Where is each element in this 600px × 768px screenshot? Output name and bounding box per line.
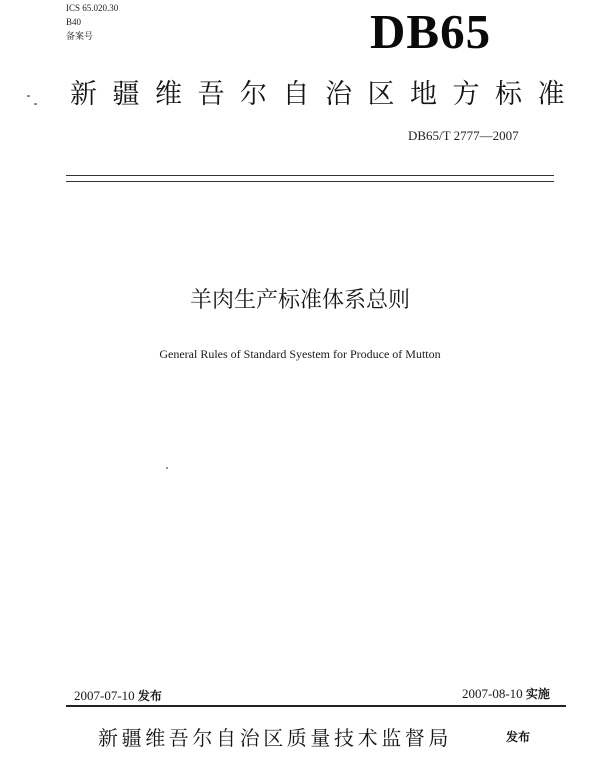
ics-code: ICS 65.020.30	[66, 3, 119, 13]
document-title-cn: 羊肉生产标准体系总则	[189, 288, 410, 313]
scan-speck	[166, 467, 168, 469]
implement-verb: 实施	[525, 687, 550, 701]
issuing-verb: 发布	[506, 730, 531, 744]
record-number-label: 备案号	[66, 31, 94, 41]
scan-speck	[27, 95, 30, 97]
release-verb: 发布	[137, 689, 162, 703]
issuing-authority: 新疆维吾尔自治区质量技术监督局	[98, 726, 452, 750]
standard-kind-heading: 新疆维吾尔自治区地方标准	[70, 79, 580, 110]
release-date-line	[74, 687, 162, 704]
implement-date-line	[462, 685, 550, 702]
release-date: 2007-07-10	[74, 688, 135, 703]
standard-number: DB65/T 2777—2007	[408, 128, 519, 143]
scan-speck	[34, 103, 37, 105]
document-title-en: General Rules of Standard Syestem for Produce of Mutton	[159, 347, 441, 361]
implement-date: 2007-08-10	[462, 686, 523, 701]
header-divider-bottom	[66, 181, 554, 182]
standard-logo: DB65	[370, 4, 492, 59]
classification-code: B40	[66, 17, 82, 27]
header-divider-top	[66, 175, 554, 176]
footer-divider	[66, 705, 566, 707]
